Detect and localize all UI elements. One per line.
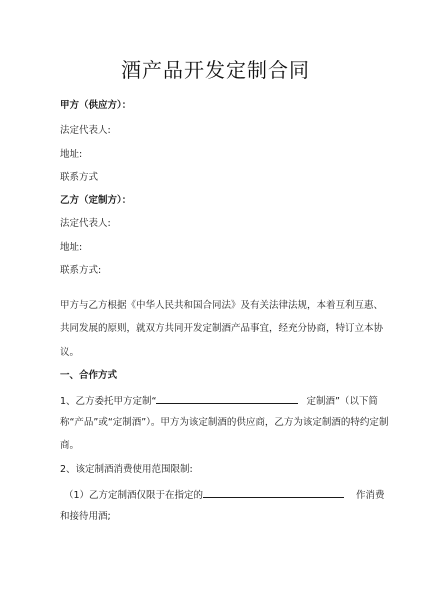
clause-2-1-line-1 <box>64 486 385 502</box>
location-blank <box>203 486 344 498</box>
clause-2-heading: 2、该定制酒消费使用范围限制: <box>60 464 193 475</box>
product-name-blank <box>156 392 298 404</box>
clause-2-1-line-2: 和接待用酒; <box>60 511 111 522</box>
party-a-address-label: 地址: <box>60 149 83 160</box>
clause-2-1-text-after: 作消费 <box>356 490 385 501</box>
clause-1-line-2: 称“产品”或“定制酒”）。甲方为该定制酒的供应商，乙方为该定制酒的特约定制 <box>60 417 389 428</box>
party-b-address-label: 地址: <box>60 242 83 253</box>
party-b-contact-label: 联系方式: <box>60 265 102 276</box>
party-a-rep-label: 法定代表人: <box>60 125 111 136</box>
section-1-heading: 一、合作方式 <box>60 370 118 381</box>
clause-1-line-3: 商。 <box>60 440 80 451</box>
intro-line-2: 共同发展的原则，就双方共同开发定制酒产品事宜，经充分协商，特订立本协 <box>60 323 384 334</box>
document-title: 酒产品开发定制合同 <box>121 58 310 82</box>
intro-line-3: 议。 <box>60 347 80 358</box>
party-b-rep-label: 法定代表人: <box>60 218 111 229</box>
clause-1-line-1 <box>60 392 378 408</box>
clause-1-text-before: 1、乙方委托甲方定制“ <box>60 396 157 407</box>
clause-2-1-text-before: （1）乙方定制酒仅限于在指定的 <box>64 490 204 501</box>
party-b-heading: 乙方（定制方）： <box>60 195 132 206</box>
party-a-heading: 甲方（供应方）： <box>60 100 132 111</box>
clause-1-text-after: 定制酒”（以下简 <box>306 396 378 407</box>
intro-line-1: 甲方与乙方根据《中华人民共和国合同法》及有关法律法规，本着互利互惠、 <box>60 300 384 311</box>
party-a-contact-label: 联系方式 <box>60 172 99 183</box>
